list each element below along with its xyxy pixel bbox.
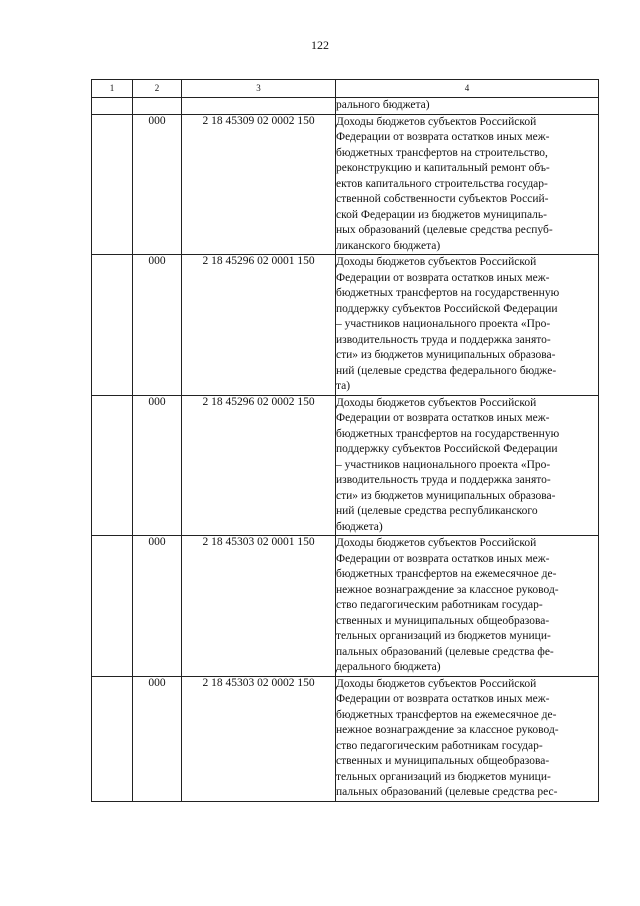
- income-code-cell: 2 18 45303 02 0002 150: [182, 676, 336, 801]
- description-cell: [336, 676, 599, 801]
- description-line: ственных и муниципальных общеобразова-: [336, 614, 550, 627]
- column-header-3: 3: [182, 80, 336, 98]
- table-cell-empty: [133, 98, 182, 115]
- description-line: Доходы бюджетов субъектов Российской: [336, 396, 537, 409]
- description-line: ской Федерации из бюджетов муниципаль-: [336, 208, 547, 221]
- description-cell: [336, 255, 599, 396]
- description-line: Доходы бюджетов субъектов Российской: [336, 677, 537, 690]
- description-line: бюджетных трансфертов на строительство,: [336, 146, 548, 159]
- table-cell-empty: [92, 395, 133, 536]
- description-line: бюджета): [336, 520, 383, 533]
- income-code-cell: 2 18 45303 02 0001 150: [182, 536, 336, 677]
- table-header-row: [92, 80, 599, 98]
- admin-code-cell: 000: [133, 395, 182, 536]
- description-line: бюджетных трансфертов на ежемесячное де-: [336, 708, 557, 721]
- column-header-1: 1: [92, 80, 133, 98]
- page-number: 122: [311, 38, 329, 52]
- table-cell-empty: [92, 98, 133, 115]
- description-line: Федерации от возврата остатков иных меж-: [336, 552, 550, 565]
- description-line: Федерации от возврата остатков иных меж-: [336, 131, 550, 143]
- description-line: Федерации от возврата остатков иных меж-: [336, 271, 550, 284]
- income-code-cell: 2 18 45309 02 0002 150: [182, 114, 336, 255]
- table-row: [92, 255, 599, 396]
- description-line: поддержку субъектов Российской Федерации: [336, 443, 558, 455]
- table-cell-empty: [92, 676, 133, 801]
- table-cell-empty: [182, 98, 336, 115]
- column-header-4: 4: [336, 80, 599, 98]
- description-line: тельных организаций из бюджетов муници-: [336, 770, 551, 783]
- description-line: сти» из бюджетов муниципальных образова-: [336, 489, 556, 502]
- description-line: ных образований (целевые средства респуб-: [336, 224, 553, 236]
- description-line: ственной собственности субъектов Россий-: [336, 193, 549, 205]
- description-line: ний (целевые средства республиканского: [336, 505, 538, 517]
- description-line: ство педагогическим работникам государ-: [336, 739, 543, 752]
- budget-codes-table: [91, 79, 599, 802]
- column-header-2: 2: [133, 80, 182, 98]
- description-line: – участников национального проекта «Про-: [336, 458, 551, 471]
- description-line: нежное вознаграждение за классное руковод-: [336, 724, 559, 736]
- description-line: изводительность труда и поддержка занято-: [336, 474, 551, 486]
- description-line: реконструкцию и капитальный ремонт объ-: [336, 162, 550, 174]
- description-line: пальных образований (целевые средства рес-: [336, 786, 558, 798]
- description-line: ственных и муниципальных общеобразова-: [336, 755, 550, 767]
- continuation-row: [92, 98, 599, 115]
- table-row: [92, 676, 599, 801]
- admin-code-cell: 000: [133, 255, 182, 396]
- description-line: Федерации от возврата остатков иных меж-: [336, 412, 550, 424]
- table-cell-empty: [92, 114, 133, 255]
- description-cell: [336, 536, 599, 677]
- description-cell: [336, 114, 599, 255]
- description-line: тельных организаций из бюджетов муници-: [336, 630, 551, 642]
- description-line: ство педагогическим работникам государ-: [336, 599, 543, 611]
- income-code-cell: 2 18 45296 02 0002 150: [182, 395, 336, 536]
- table-cell-empty: [92, 536, 133, 677]
- income-code-cell: 2 18 45296 02 0001 150: [182, 255, 336, 396]
- table-row: [92, 114, 599, 255]
- admin-code-cell: 000: [133, 536, 182, 677]
- table-row: [92, 536, 599, 677]
- description-line: Доходы бюджетов субъектов Российской: [336, 256, 537, 268]
- description-cell: [336, 395, 599, 536]
- description-line: Доходы бюджетов субъектов Российской: [336, 537, 537, 549]
- table-row: [92, 395, 599, 536]
- description-line: сти» из бюджетов муниципальных образова-: [336, 349, 556, 361]
- description-line: ликанского бюджета): [336, 239, 441, 252]
- admin-code-cell: 000: [133, 676, 182, 801]
- description-line: Доходы бюджетов субъектов Российской: [336, 115, 537, 128]
- admin-code-cell: 000: [133, 114, 182, 255]
- description-line: ектов капитального строительства государ-: [336, 177, 548, 190]
- description-line: та): [336, 380, 351, 392]
- description-line: дерального бюджета): [336, 661, 441, 673]
- description-line: пальных образований (целевые средства фе-: [336, 645, 554, 658]
- description-line: Федерации от возврата остатков иных меж-: [336, 693, 550, 705]
- description-line: бюджетных трансфертов на государственную: [336, 427, 560, 440]
- description-line: бюджетных трансфертов на государственную: [336, 287, 560, 299]
- description-line: поддержку субъектов Российской Федерации: [336, 302, 558, 315]
- continuation-text: рального бюджета): [336, 98, 599, 115]
- description-line: бюджетных трансфертов на ежемесячное де-: [336, 568, 557, 580]
- description-line: – участников национального проекта «Про-: [336, 318, 551, 330]
- description-line: нежное вознаграждение за классное руковод-: [336, 583, 559, 596]
- description-line: изводительность труда и поддержка занято-: [336, 333, 551, 346]
- description-line: ний (целевые средства федерального бюдже-: [336, 364, 557, 377]
- table-cell-empty: [92, 255, 133, 396]
